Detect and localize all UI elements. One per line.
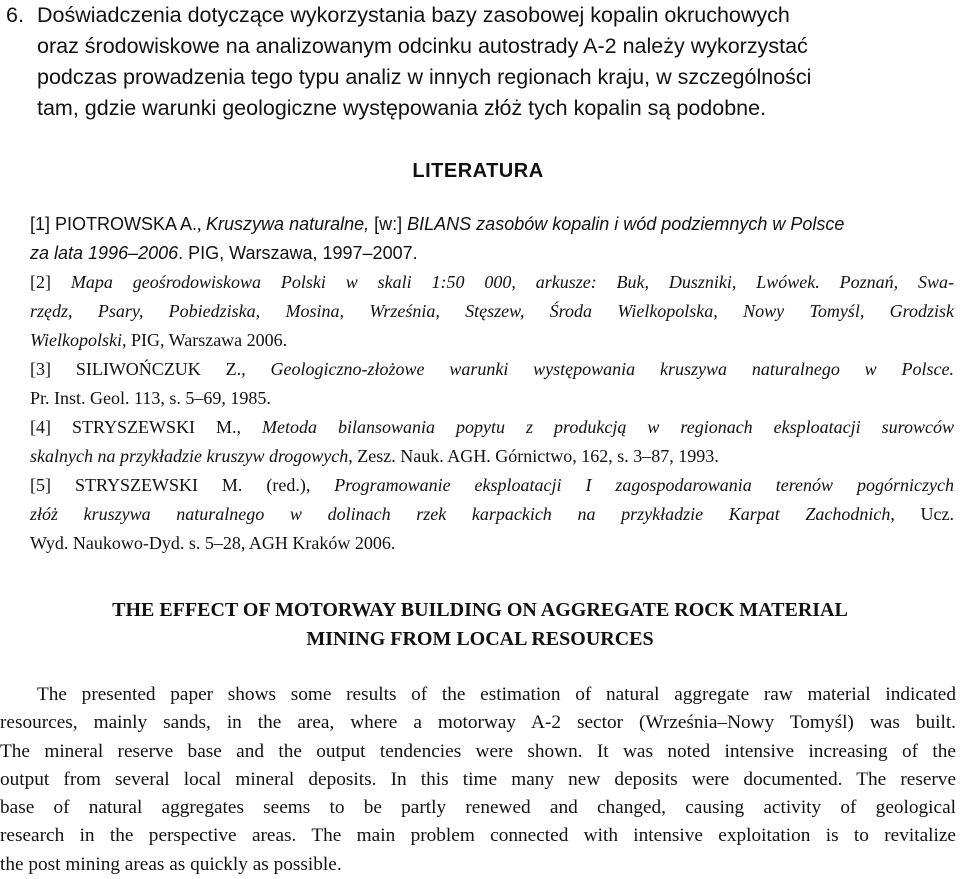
english-title-line: MINING FROM LOCAL RESOURCES xyxy=(306,628,654,650)
abstract-line: resources, mainly sands, in the area, where a motorway A-2 sector (Września–Nowy Tomyśl) was built. xyxy=(0,712,956,734)
reference-text: Wyd. Naukowo-Dyd. s. 5–28, AGH Kraków 2006. xyxy=(30,533,396,553)
reference-author: [5] STRYSZEWSKI M. (red.), xyxy=(30,475,311,495)
conclusion-line: Doświadczenia dotyczące wykorzystania bazy zasobowej kopalin okruchowych xyxy=(37,3,790,27)
english-title-line: THE EFFECT OF MOTORWAY BUILDING ON AGGREGATE ROCK MATERIAL xyxy=(112,599,848,621)
reference-line xyxy=(30,442,954,471)
english-title xyxy=(0,596,960,654)
reference-title: Kruszywa naturalne, xyxy=(206,214,375,234)
reference-text: , PIG, Warszawa 2006. xyxy=(121,330,288,350)
reference-title: Mapa geośrodowiskowa Polski w skali 1:50 000, arkusze: Buk, Duszniki, Lwówek. Poznań, Swa- xyxy=(70,272,954,292)
reference-line xyxy=(30,413,954,442)
reference-line xyxy=(30,268,954,297)
reference-author: [3] SILIWOŃCZUK Z. xyxy=(30,359,242,379)
abstract-line: output from several local mineral deposits. In this time many new deposits were documented. The reserve xyxy=(0,768,956,790)
abstract-line: The presented paper shows some results of the estimation of natural aggregate raw material indicated xyxy=(37,684,956,705)
reference-item xyxy=(30,471,954,558)
reference-text: Pr. Inst. Geol. 113, s. 5–69, 1985. xyxy=(30,388,271,408)
abstract xyxy=(0,681,956,879)
reference-list xyxy=(30,210,954,558)
reference-line xyxy=(30,326,954,355)
reference-title: , Geologiczno-złożowe warunki występowania kruszywa naturalnego w Polsce. xyxy=(241,359,955,379)
reference-line xyxy=(30,384,954,413)
literature-heading-text: LITERATURA xyxy=(412,160,544,182)
conclusion-line: podczas prowadzenia tego typu analiz w innych regionach kraju, w szczególności xyxy=(37,65,812,89)
reference-text: , Ucz. xyxy=(890,504,954,524)
conclusion-number: 6. xyxy=(6,3,24,27)
reference-line xyxy=(30,471,954,500)
reference-title: za lata 1996–2006 xyxy=(30,243,179,263)
conclusion-line: oraz środowiskowe na analizowanym odcinku autostrady A-2 należy wykorzystać xyxy=(37,34,808,58)
reference-title: Wielkopolski xyxy=(30,330,122,350)
literature-heading xyxy=(0,158,960,184)
reference-title: Programowanie eksploatacji I zagospodarowania terenów pogórniczych xyxy=(310,475,954,495)
reference-item xyxy=(30,355,954,413)
reference-title: skalnych na przykładzie kruszyw drogowych xyxy=(30,446,349,466)
reference-item xyxy=(30,210,954,268)
reference-text: , xyxy=(236,417,263,437)
conclusion-line: tam, gdzie warunki geologiczne występowania złóż tych kopalin są podobne. xyxy=(37,96,767,120)
reference-text: , Zesz. Nauk. AGH. Górnictwo, 162, s. 3–87, 1993. xyxy=(348,446,719,466)
abstract-line: research in the perspective areas. The main problem connected with intensive exploitation is to revitalize xyxy=(0,825,956,847)
reference-line xyxy=(30,355,954,384)
reference-author: [4] STRYSZEWSKI M. xyxy=(30,417,237,437)
reference-text: . PIG, Warszawa, 1997–2007. xyxy=(178,243,418,263)
abstract-line: The mineral reserve base and the output tendencies were shown. It was noted intensive increasing of the xyxy=(0,740,956,762)
reference-line xyxy=(30,297,954,326)
reference-title: BILANS zasobów kopalin i wód podziemnych w Polsce xyxy=(407,214,845,234)
reference-text: [2] xyxy=(30,272,71,292)
reference-item xyxy=(30,413,954,471)
reference-line xyxy=(30,500,954,529)
abstract-line: base of natural aggregates seems to be partly renewed and changed, causing activity of geological xyxy=(0,797,956,819)
reference-title: złóż kruszywa naturalnego w dolinach rzek karpackich na przykładzie Karpat Zachodnich xyxy=(30,504,891,524)
reference-text: , xyxy=(197,214,207,234)
abstract-line: the post mining areas as quickly as possible. xyxy=(0,853,342,875)
reference-line xyxy=(30,529,954,558)
reference-item xyxy=(30,268,954,355)
reference-line xyxy=(30,210,954,239)
reference-title: Metoda bilansowania popytu z produkcją w regionach eksploatacji surowców xyxy=(262,417,955,437)
reference-author: [1] PIOTROWSKA A. xyxy=(30,214,198,234)
conclusion-item xyxy=(6,0,950,124)
reference-title: rzędz, Psary, Pobiedziska, Mosina, Września, Stęszew, Środa Wielkopolska, Nowy Tomyśl, Grodzisk xyxy=(30,301,954,321)
reference-text: [w:] xyxy=(374,214,408,234)
reference-line xyxy=(30,239,954,268)
